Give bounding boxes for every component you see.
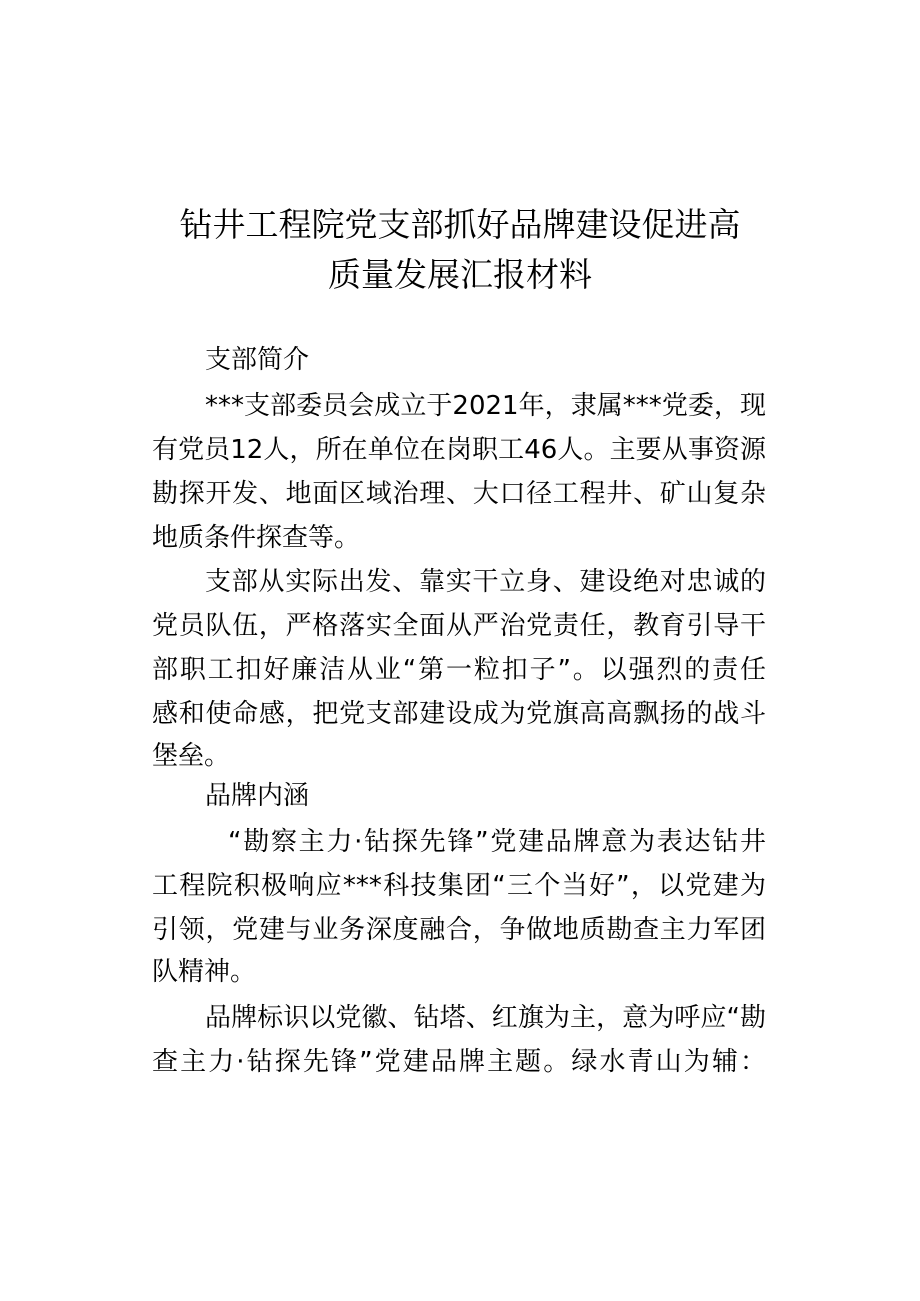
section-heading-brand-connotation: 品牌内涵 [205, 781, 310, 811]
paragraph-line: 有党员12人，所在单位在岗职工46人。主要从事资源 [152, 435, 766, 465]
section-heading-branch-intro: 支部简介 [205, 345, 310, 375]
paragraph-line: “勘察主力·钻探先锋”党建品牌意为表达钻井 [228, 827, 766, 857]
paragraph-line: 地质条件探查等。 [152, 523, 361, 553]
paragraph-line: 查主力·钻探先锋”党建品牌主题。绿水青山为辅： [152, 1047, 766, 1077]
paragraph-line: 部职工扣好廉洁从业“第一粒扣子”。以强烈的责任 [152, 655, 766, 685]
paragraph-line: 支部从实际出发、靠实干立身、建设绝对忠诚的 [205, 567, 766, 597]
document-title-line-1: 钻井工程院党支部抓好品牌建设促进高 [179, 205, 741, 244]
paragraph-line: 党员队伍，严格落实全面从严治党责任，教育引导干 [152, 611, 766, 641]
paragraph-line: ***支部委员会成立于2021年，隶属***党委，现 [205, 391, 766, 421]
paragraph-line: 感和使命感，把党支部建设成为党旗高高飘扬的战斗 [152, 699, 766, 729]
paragraph-line: 工程院积极响应***科技集团“三个当好”，以党建为 [152, 871, 766, 901]
paragraph-line: 堡垒。 [152, 741, 231, 771]
document-title-line-2: 质量发展汇报材料 [328, 255, 592, 294]
paragraph-line: 引领，党建与业务深度融合，争做地质勘查主力军团 [152, 915, 766, 945]
paragraph-line: 队精神。 [152, 957, 257, 987]
paragraph-line: 勘探开发、地面区域治理、大口径工程井、矿山复杂 [152, 479, 766, 509]
paragraph-line: 品牌标识以党徽、钻塔、红旗为主，意为呼应“勘 [205, 1003, 766, 1033]
